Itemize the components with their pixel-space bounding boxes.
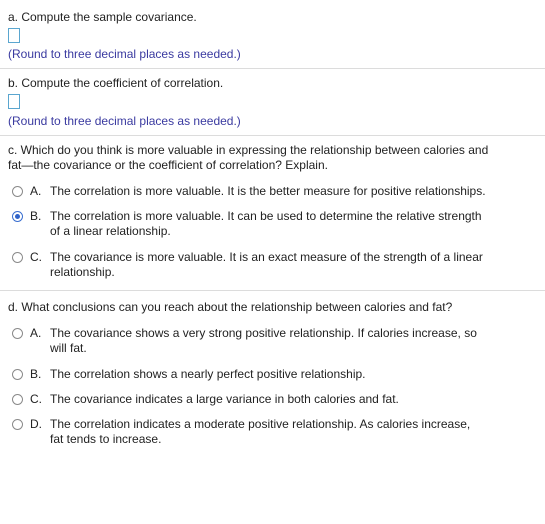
radio-button[interactable] <box>12 369 23 380</box>
question-b: b. Compute the coefficient of correlation. <box>8 76 224 90</box>
option-text: The correlation shows a nearly perfect positive relationship. <box>50 367 366 381</box>
option-text: The correlation is more valuable. It is the better measure for positive relationships. <box>50 184 486 198</box>
divider <box>0 135 545 136</box>
option-text-line2: relationship. <box>50 265 115 279</box>
question-c-line1: c. Which do you think is more valuable in expressing the relationship between calories and <box>8 143 489 157</box>
option-letter: A. <box>30 184 42 198</box>
option-text: The correlation is more valuable. It can be used to determine the relative strength <box>50 209 482 223</box>
covariance-answer-input[interactable] <box>8 28 20 43</box>
option-letter: B. <box>30 209 42 223</box>
option-text: The correlation indicates a moderate positive relationship. As calories increase, <box>50 417 471 431</box>
question-c-line2: fat—the covariance or the coefficient of correlation? Explain. <box>8 158 328 172</box>
radio-button[interactable] <box>12 328 23 339</box>
question-a: a. Compute the sample covariance. <box>8 10 197 24</box>
divider <box>0 68 545 69</box>
radio-button[interactable] <box>12 419 23 430</box>
option-text: The covariance is more valuable. It is an exact measure of the strength of a linear <box>50 250 483 264</box>
option-letter: B. <box>30 367 42 381</box>
rounding-hint-b: (Round to three decimal places as needed.) <box>8 114 241 128</box>
option-text-line2: of a linear relationship. <box>50 224 171 238</box>
option-letter: C. <box>30 250 42 264</box>
radio-button[interactable] <box>12 186 23 197</box>
option-letter: C. <box>30 392 42 406</box>
option-letter: A. <box>30 326 42 340</box>
correlation-answer-input[interactable] <box>8 94 20 109</box>
option-letter: D. <box>30 417 42 431</box>
option-text-line2: will fat. <box>50 341 87 355</box>
radio-button[interactable] <box>12 252 23 263</box>
radio-button-selected[interactable] <box>12 211 23 222</box>
option-text-line2: fat tends to increase. <box>50 432 162 446</box>
question-d: d. What conclusions can you reach about the relationship between calories and fat? <box>8 300 453 314</box>
divider <box>0 290 545 291</box>
rounding-hint-a: (Round to three decimal places as needed.) <box>8 47 241 61</box>
option-text: The covariance indicates a large variance in both calories and fat. <box>50 392 399 406</box>
radio-button[interactable] <box>12 394 23 405</box>
option-text: The covariance shows a very strong positive relationship. If calories increase, so <box>50 326 477 340</box>
